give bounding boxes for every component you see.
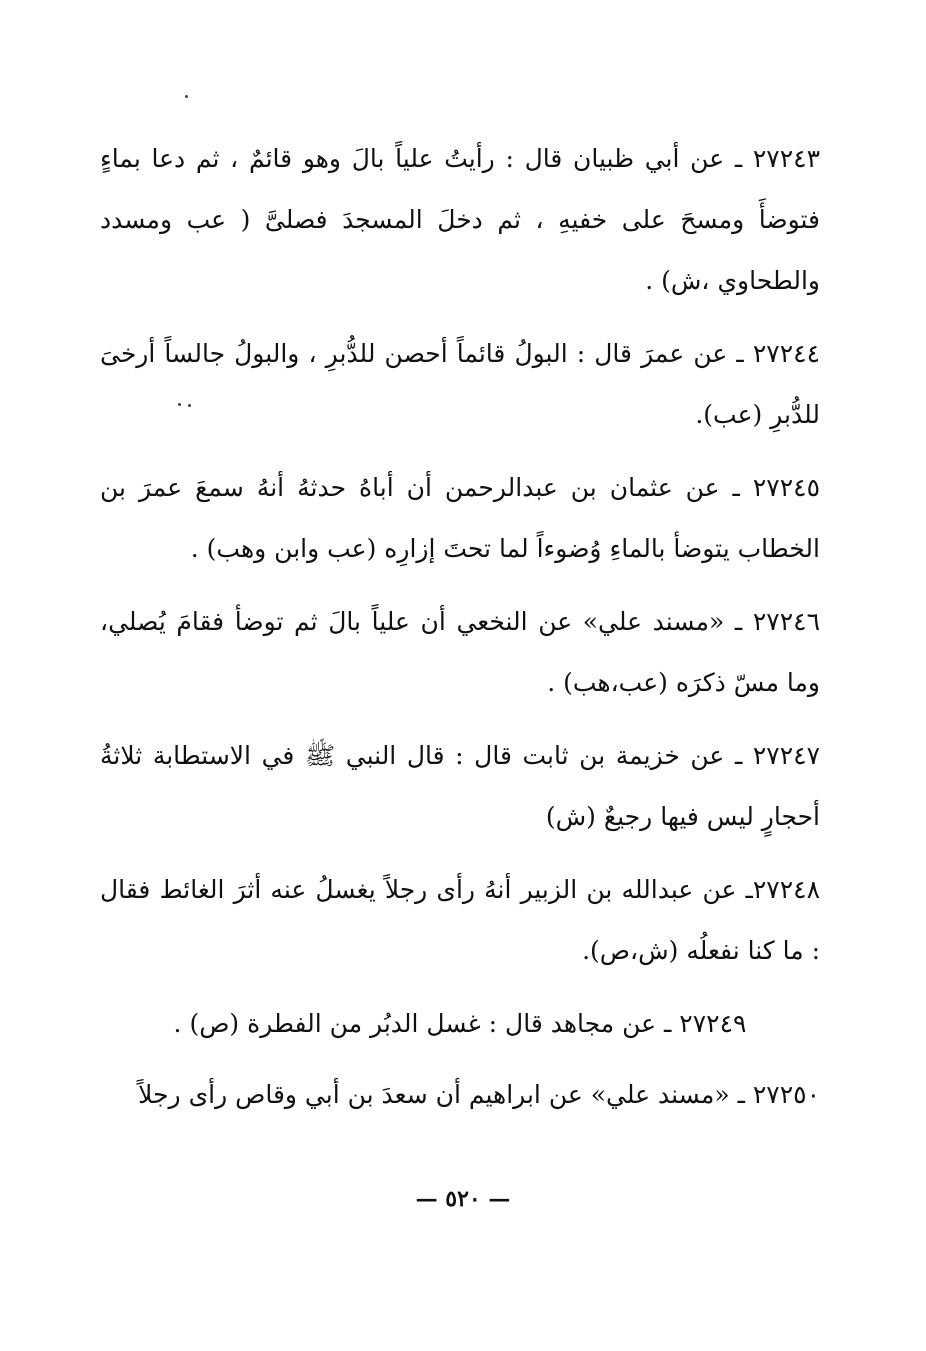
hadith-entry-27250: ٢٧٢٥٠ ـ «مسند علي» عن ابراهيم أن سعدَ بن أبي وقاص رأى رجلاً [138, 1080, 820, 1109]
hadith-entry-27244: ٢٧٢٤٤ ـ عن عمرَ قال : البولُ قائماً أحصن للدُّبرِ ، والبولُ جالساً أرخىَ للدُّبرِ (عب). [100, 339, 820, 429]
hadith-entry-27245: ٢٧٢٤٥ ـ عن عثمان بن عبدالرحمن أن أباهُ حدثهُ أنهُ سمعَ عمرَ بن الخطاب يتوضأ بالماءِ وُضوءاً لما تحتَ إزارِه (عب وابن وهب) . [100, 473, 820, 563]
hadith-entry-27247: ٢٧٢٤٧ ـ عن خزيمة بن ثابت قال : قال النبي ﷺ في الاستطابة ثلاثةُ أحجارٍ ليس فيها رجيعٌ (ش) [100, 741, 820, 831]
page-number: — ٥٢٠ — [415, 1186, 511, 1212]
hadith-entry-27243: ٢٧٢٤٣ ـ عن أبي ظبيان قال : رأيتُ علياً بالَ وهو قائمٌ ، ثم دعا بماءٍ فتوضأَ ومسحَ على خفيهِ ، ثم دخلَ المسجدَ فصلىَّ ( عب ومسدد والطحاوي ،ش) . [100, 144, 820, 295]
ink-speck [185, 95, 188, 98]
text-column [100, 128, 820, 1125]
hadith-entry-27248: ٢٧٢٤٨ـ عن عبدالله بن الزبير أنهُ رأى رجلاً يغسلُ عنه أثرَ الغائط فقال : ما كنا نفعلُه (ش،ص). [100, 875, 820, 965]
hadith-entry-27246: ٢٧٢٤٦ ـ «مسند علي» عن النخعي أن علياً بالَ ثم توضأ فقامَ يُصلي، وما مسّ ذكرَه (عب،هب) . [100, 607, 820, 697]
hadith-entry-27249: ٢٧٢٤٩ ـ عن مجاهد قال : غسل الدبُر من الفطرة (ص) . [173, 1009, 747, 1038]
